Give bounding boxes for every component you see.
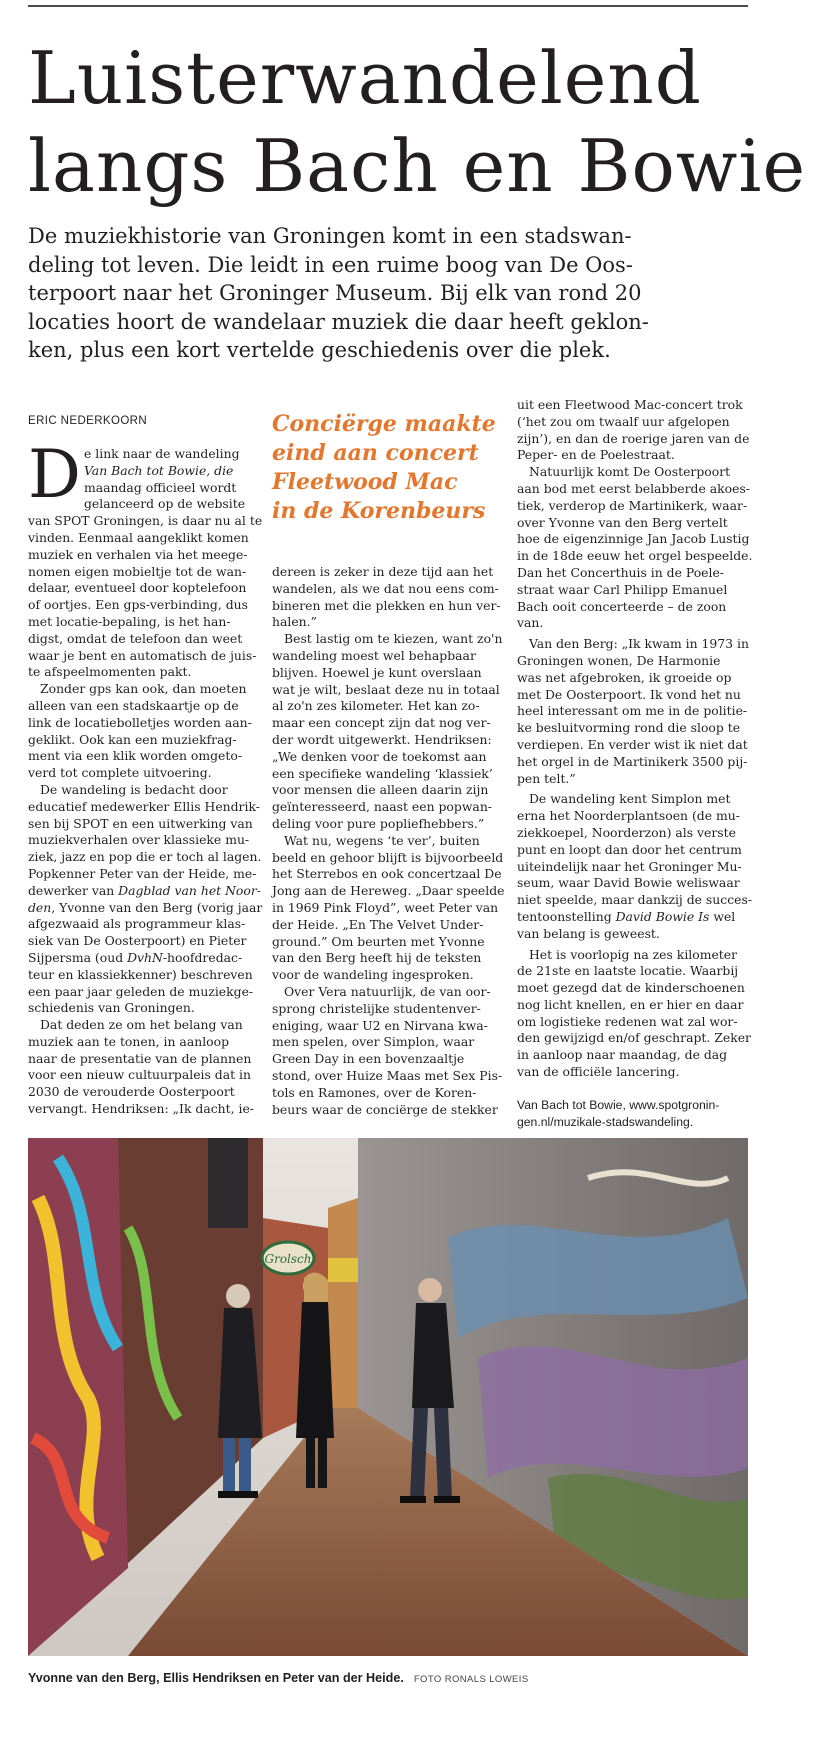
- text-line: „We denken voor de toekomst aan: [272, 748, 487, 764]
- text-line: stond, over Huize Maas met Sex Pis-: [272, 1067, 503, 1083]
- text-line: een paar jaar geleden de muziekge-: [28, 983, 254, 999]
- text-line: Wat nu, wegens ‘te ver’, buiten: [284, 832, 480, 848]
- text-line: tols en Ramones, over de Koren-: [272, 1084, 477, 1100]
- text-line: in aanloop naar maandag, de dag: [517, 1047, 728, 1063]
- text-line: punt en loopt dan door het centrum: [517, 841, 742, 857]
- byline: ERIC NEDERKOORN: [28, 415, 148, 427]
- text-line: maandag officieel wordt: [84, 479, 237, 495]
- text-line: met De Oosterpoort. Ik vond het nu: [517, 686, 741, 702]
- text-line: verd tot complete uitvoering.: [28, 765, 212, 781]
- text-line: De wandeling kent Simplon met: [529, 791, 731, 807]
- text-line: delaar, eventueel door koptelefoon: [28, 580, 247, 596]
- text-line: erna het Noorderplantsoen (de mu-: [517, 808, 740, 824]
- web-credit-line: gen.nl/muzikale-stadswandeling.: [517, 1114, 694, 1129]
- text-line: muziek en verhalen via het meege-: [28, 546, 248, 562]
- drop-cap: D: [28, 436, 81, 513]
- distant-building: [328, 1198, 358, 1408]
- text-line: Green Day in een bovenzaaltje: [272, 1051, 465, 1067]
- text-line: dewerker van Dagblad van het Noor-: [28, 882, 261, 898]
- text-line: het Sterrebos en ook concertzaal De: [272, 866, 502, 882]
- text-line: nomen eigen mobieltje tot de wan-: [28, 563, 247, 579]
- text-line: het orgel in de Martinikerk 3500 pij-: [517, 753, 748, 769]
- text-line: muziek aan te tonen, in aanloop: [28, 1033, 230, 1049]
- text-line: ziek, jazz en pop die er toch al lagen.: [28, 849, 262, 865]
- text-line: een specifieke wandeling ‘klassiek’: [272, 765, 493, 781]
- text-line: ment via een klik worden omgeto-: [28, 748, 243, 764]
- text-line: voor mensen die alleen daarin zijn: [272, 782, 489, 798]
- text-line: Dat deden ze om het belang van: [40, 1017, 243, 1033]
- text-line: maar een concept zijn dat nog ver-: [272, 715, 491, 731]
- text-line: link de locatiebolletjes worden aan-: [28, 714, 252, 730]
- intro-line: terpoort naar het Groninger Museum. Bij elk van rond 20: [28, 281, 642, 306]
- text-line: siek van De Oosterpoort) en Pieter: [28, 933, 247, 949]
- text-line: ground.” Om beurten met Yvonne: [272, 933, 485, 949]
- text-line: bineren met die plekken en hun ver-: [272, 597, 501, 613]
- text-line: Natuurlijk komt De Oosterpoort: [529, 464, 731, 480]
- text-line: seum, waar David Bowie weliswaar: [517, 875, 740, 891]
- text-line: afgezwaaid als programmeur klas-: [28, 916, 246, 932]
- top-rule: [28, 5, 748, 7]
- text-line: geklikt. Ook kan een muziekfrag-: [28, 731, 237, 747]
- intro-line: locaties hoort de wandelaar muziek die daar heeft geklon-: [28, 309, 649, 334]
- photo-credit: FOTO RONALS LOWEIS: [413, 1674, 529, 1685]
- text-line: in de 18de eeuw het orgel bespeelde.: [517, 548, 753, 564]
- intro-line: ken, plus een kort vertelde geschiedenis over die plek.: [28, 338, 611, 363]
- text-line: De wandeling is bedacht door: [40, 781, 228, 797]
- text-line: uit een Fleetwood Mac-concert trok: [517, 397, 743, 412]
- text-line: teur en klassiekkenner) beschreven: [28, 966, 253, 982]
- text-line: moet gezegd dat de kinderschoenen: [517, 980, 745, 996]
- text-line: den gewijzigd en/of geschrapt. Zeker: [517, 1030, 751, 1046]
- text-line: heel interessant om me in de politie-: [517, 703, 748, 719]
- text-line: ke besluitvorming rond die sloop te: [517, 720, 741, 736]
- article-column-1: [28, 446, 263, 1118]
- text-line: met locatie-bepaling, is het han-: [28, 613, 231, 629]
- text-line: Over Vera natuurlijk, de van oor-: [284, 983, 491, 999]
- text-line: nog licht knellen, en er hier en daar: [517, 996, 744, 1012]
- text-line: de 21ste en laatste locatie. Waarbij: [517, 963, 739, 979]
- text-line: van belang is geweest.: [517, 925, 660, 941]
- text-line: halen.”: [272, 614, 317, 630]
- text-line: van de officiële lancering.: [517, 1064, 680, 1080]
- caption-text: Yvonne van den Berg, Ellis Hendriksen en Peter van der Heide.: [28, 1671, 404, 1685]
- grolsch-sign-text: Grolsch: [264, 1252, 312, 1266]
- text-line: niet speelde, maar dankzij de succes-: [517, 892, 753, 908]
- text-line: voor de wandeling ingesproken.: [272, 967, 474, 983]
- pull-quote-line: in de Korenbeurs: [272, 498, 486, 524]
- text-line: sprong christelijke studentenver-: [272, 1000, 481, 1016]
- text-line: dereen is zeker in deze tijd aan het: [272, 564, 494, 579]
- text-line: blijven. Hoewel je kunt overslaan: [272, 664, 482, 680]
- text-line: beeld en gehoor blijft is bijvoorbeeld: [272, 849, 504, 865]
- text-line: hoe de eigenzinnige Jan Jacob Lustig: [517, 531, 750, 547]
- headline-line: Luisterwandelend: [28, 36, 702, 120]
- text-line: der wordt uitgewerkt. Hendriksen:: [272, 731, 492, 747]
- text-line: Best lastig om te kiezen, want zo'n: [284, 631, 503, 647]
- web-credit-line: Van Bach tot Bowie, www.spotgronin-: [517, 1097, 720, 1112]
- text-line: pen telt.”: [517, 770, 576, 786]
- text-line: al zo'n zes kilometer. Het kan zo-: [272, 698, 480, 714]
- text-line: te afspeelmomenten pakt.: [28, 664, 192, 680]
- photo-graffiti-alley: [28, 1138, 748, 1656]
- text-line: vinden. Eenmaal aangeklikt komen: [28, 529, 249, 545]
- text-line: der Heide. „En The Velvet Under-: [272, 916, 484, 932]
- text-line: voor een nieuw cultuurpaleis dat in: [28, 1067, 251, 1083]
- pull-quote-line: Conciërge maakte: [272, 411, 496, 437]
- distant-sign: [328, 1258, 358, 1282]
- text-line: eniging, waar U2 en Nirvana kwa-: [272, 1017, 488, 1033]
- pull-quote-line: eind aan concert: [272, 440, 479, 466]
- text-line: verdiepen. En verder wist ik niet dat: [517, 736, 748, 752]
- text-line: men spelen, over Simplon, waar: [272, 1034, 475, 1050]
- text-line: Zonder gps kan ook, dan moeten: [40, 681, 247, 697]
- text-line: alleen van een stadskaartje op de: [28, 697, 239, 713]
- text-line: uiteindelijk naar het Groninger Mu-: [517, 858, 742, 874]
- text-line: aan bod met eerst belabberde akoes-: [517, 480, 750, 496]
- text-line: schiedenis van Groningen.: [28, 1000, 195, 1016]
- text-line: muziekverhalen over klassieke mu-: [28, 832, 250, 848]
- pull-quote: [272, 410, 502, 526]
- text-line: Groningen wonen, De Harmonie: [517, 652, 721, 668]
- article-column-3: [517, 397, 753, 1131]
- text-line: van SPOT Groningen, is daar nu al te: [28, 513, 263, 529]
- text-line: wandeling moest wel behapbaar: [272, 647, 476, 663]
- intro-line: De muziekhistorie van Groningen komt in een stadswan-: [28, 224, 632, 248]
- text-line: of oortjes. Een gps-verbinding, dus: [28, 597, 249, 613]
- text-line: Van Bach tot Bowie, die: [84, 462, 234, 478]
- text-line: naar de presentatie van de plannen: [28, 1050, 252, 1066]
- text-line: zijn’), en dan de roerige jaren van de: [517, 430, 750, 446]
- text-line: Dan het Concerthuis in de Poele-: [517, 564, 724, 580]
- text-line: over Yvonne van den Berg vertelt: [517, 514, 728, 530]
- text-line: Peper- en de Poelestraat.: [517, 447, 675, 463]
- article-column-2: [272, 564, 505, 1118]
- intro-paragraph: [28, 222, 748, 365]
- text-line: tiek, verderop de Martinikerk, waar-: [517, 497, 748, 513]
- text-line: in 1969 Pink Floyd”, weet Peter van: [272, 899, 499, 915]
- text-line: 2030 de verouderde Oosterpoort: [28, 1084, 235, 1100]
- intro-line: deling tot leven. Die leidt in een ruime boog van De Oos-: [28, 252, 633, 277]
- text-line: e link naar de wandeling: [84, 446, 240, 461]
- headline: [28, 34, 807, 210]
- text-line: gelanceerd op de website: [84, 496, 246, 512]
- text-line: (‘het zou om twaalf uur afgelopen: [517, 413, 730, 429]
- text-line: vervangt. Hendriksen: „Ik dacht, ie-: [28, 1101, 254, 1117]
- text-line: geïnteresseerd, naast een popwan-: [272, 799, 492, 815]
- text-line: digst, omdat de telefoon dan weet: [28, 630, 243, 646]
- text-line: Het is voorlopig na zes kilometer: [529, 946, 738, 962]
- text-line: deling voor pure popliefhebbers.”: [272, 815, 485, 831]
- text-line: den, Yvonne van den Berg (vorig jaar: [28, 899, 263, 915]
- pull-quote-line: Fleetwood Mac: [272, 469, 458, 495]
- text-line: om logistieke redenen wat zal wor-: [517, 1013, 738, 1029]
- text-line: [28, 463, 255, 480]
- text-line: Jong aan de Hereweg. „Daar speelde: [272, 883, 505, 899]
- text-line: wandelen, als we dat nou eens com-: [272, 580, 499, 596]
- text-line: Sijpersma (oud DvhN-hoofdredac-: [28, 949, 243, 965]
- text-line: wat je wilt, beslaat deze nu in totaal: [272, 681, 500, 697]
- text-line: van.: [517, 615, 544, 631]
- text-line: educatief medewerker Ellis Hendrik-: [28, 798, 260, 814]
- banner: [208, 1138, 248, 1228]
- text-line: Van den Berg: „Ik kwam in 1973 in: [529, 636, 749, 652]
- headline-line: langs Bach en Bowie: [28, 124, 807, 208]
- text-line: straat waar Carl Philipp Emanuel: [517, 581, 728, 597]
- text-line: waar je bent en automatisch de juis-: [28, 647, 257, 663]
- text-line: ziekkoepel, Noorderzon) als verste: [517, 824, 736, 840]
- text-line: Popkenner Peter van der Heide, me-: [28, 865, 257, 881]
- text-line: was net afgebroken, ik groeide op: [517, 669, 732, 685]
- text-line: tentoonstelling David Bowie Is wel: [517, 908, 736, 924]
- photo-illustration: [28, 1138, 748, 1656]
- text-line: sen bij SPOT en een uitwerking van: [28, 815, 253, 831]
- text-line: beurs waar de conciërge de stekker: [272, 1101, 498, 1117]
- text-line: van den Berg heeft hij de teksten: [272, 950, 482, 966]
- text-line: Bach ooit concerteerde – de zoon: [517, 598, 727, 614]
- photo-caption: [28, 1671, 529, 1685]
